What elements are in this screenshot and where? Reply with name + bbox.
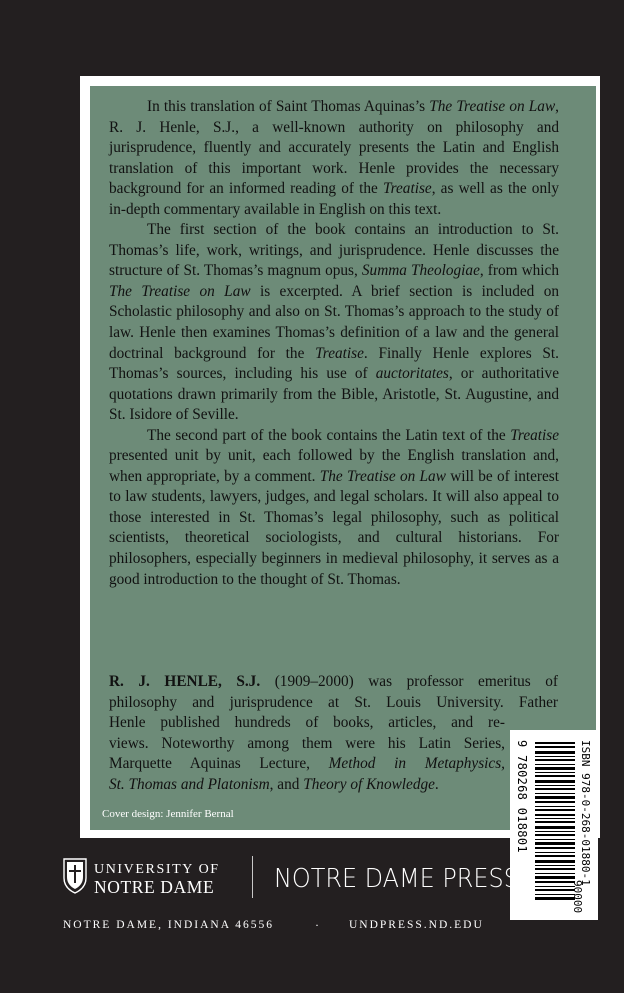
title-italic: The Treatise on Law (429, 98, 556, 115)
text-run: . Finally Henle explores St. Thomas’s sources, including his use of (109, 344, 559, 383)
blurb-paragraph-2 (109, 220, 559, 425)
title-italic: The Treatise on Law (319, 467, 446, 485)
price-code: 90000 (571, 880, 584, 914)
title-italic: Method in Metaphysics, (328, 755, 505, 773)
logo-divider (252, 856, 253, 898)
bio-line (109, 775, 505, 796)
text-run: . (434, 775, 439, 793)
publisher-address: NOTRE DAME, INDIANA 46556 (63, 919, 274, 931)
barcode-digits: 9 780268 018801 (515, 740, 529, 853)
text-run: Marquette Aquinas Lecture, (109, 755, 329, 773)
text-run: , or authoritative quotations drawn primarily from the Bible, Aristotle, St. Augustine, and St. Isidore of Seville. (109, 365, 559, 424)
title-italic: Treatise (510, 426, 559, 444)
publisher-url: UNDPRESS.ND.EDU (349, 919, 484, 931)
bio-line: Henle published hundreds of books, articles, and re- (109, 714, 505, 732)
title-italic: Treatise (382, 180, 432, 198)
bio-line (109, 754, 505, 775)
text-run: The first section of the book contains an introduction to St. Thomas’s life, work, writings, and jurisprudence. Henle discusses the structure of St. Thomas’s magnum opus, (109, 221, 559, 280)
title-italic: The Treatise on Law (109, 282, 251, 300)
text-run: will be of interest to law students, lawyers, judges, and legal scholars. It will also appeal to those interested in St. Thomas’s legal philosophy, such as political scientists, theoretical sociologists, and cultural historians. For philosophers, especially beginners in medieval philosophy, it serves as a good introduction to the thought of St. Thomas. (109, 467, 559, 588)
title-italic: St. Thomas and Platonism (109, 775, 270, 793)
text-run: , from which (479, 262, 559, 280)
text-run: In this translation of Saint Thomas Aquinas’s (147, 98, 430, 115)
title-italic: Treatise (315, 344, 364, 362)
text-run: The second part of the book contains the Latin text of the (147, 426, 511, 444)
bio-line: philosophy and jurisprudence at St. Louis University. Father (109, 693, 558, 711)
cover-design-credit: Cover design: Jennifer Bernal (102, 808, 234, 820)
press-name: NOTRE DAME PRESS (274, 864, 519, 894)
notre-dame-wordmark: NOTRE DAME (94, 877, 215, 897)
bio-line (109, 672, 558, 693)
text-run: , and (269, 775, 304, 793)
blurb-paragraph-3 (109, 426, 559, 590)
author-name: R. J. HENLE, S.J. (109, 673, 261, 690)
text-run: , as well as the only in-depth commentary available in English on this text. (109, 180, 559, 218)
text-run: presented unit by unit, each followed by the English translation and, when appropriate, by a comment. (109, 447, 559, 485)
university-shield-icon (63, 858, 87, 894)
university-of-label: UNIVERSITY OF (94, 862, 220, 877)
bio-line: views. Noteworthy among them were his Latin Series, (109, 734, 505, 752)
term-italic: auctoritates (375, 365, 449, 383)
description-blurb (109, 97, 559, 590)
blurb-paragraph-1 (109, 97, 559, 220)
author-bio (109, 672, 558, 795)
text-run: (1909–2000) was professor emeritus of (260, 673, 559, 690)
title-italic: Summa Theologiae (361, 262, 480, 280)
address-separator: · (315, 918, 319, 932)
text-run: , R. J. Henle, S.J., a well-known authority on philosophy and jurisprudence, fluently and accurately presents the Latin and English translation of this important work. Henle provides the necessary background for an informed reading of the (109, 98, 559, 198)
text-run: is excerpted. A brief section is included on Scholastic philosophy and also on St. Thomas’s approach to the study of law. Henle then examines Thomas’s definition of a law and the general doctrinal background for the (109, 282, 559, 362)
title-italic: Theory of Knowledge (303, 775, 435, 793)
isbn-number: ISBN 978-0-268-01880-1 (579, 740, 592, 886)
barcode-icon (535, 742, 575, 902)
